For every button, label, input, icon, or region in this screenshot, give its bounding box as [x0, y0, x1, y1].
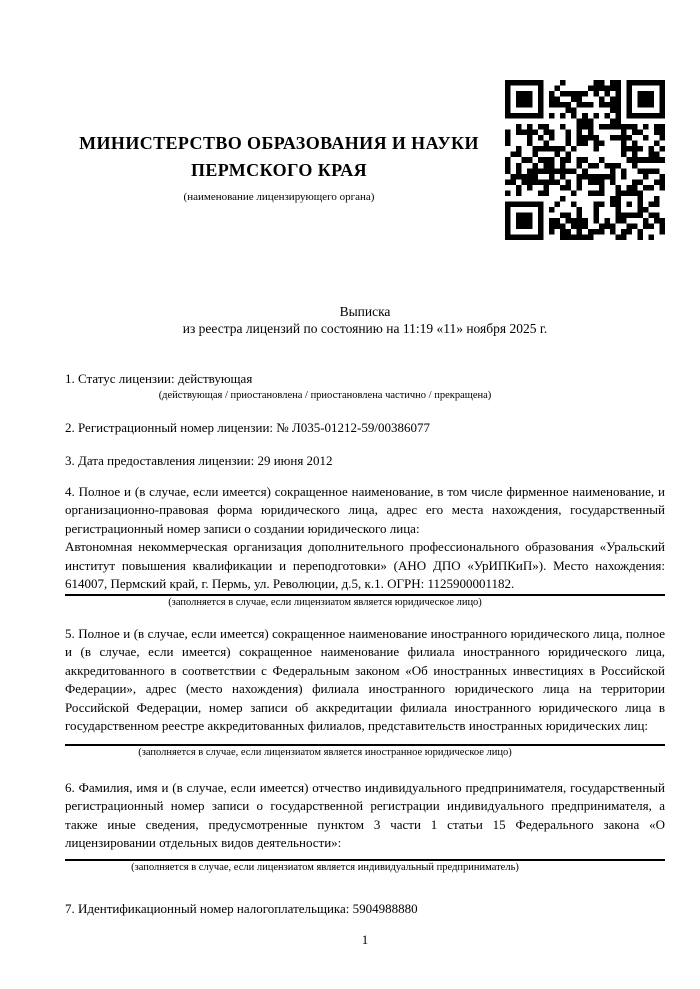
license-grant-date: 3. Дата предоставления лицензии: 29 июня 2012 [65, 453, 333, 468]
document-title-block [65, 303, 665, 337]
ministry-name-line1: МИНИСТЕРСТВО ОБРАЗОВАНИЯ И НАУКИ [79, 133, 479, 153]
legal-entity-heading: 4. Полное и (в случае, если имеется) сокращенное наименование, в том числе фирменное наименование, и организационно-правовая форма юридического лица, адрес его места нахождения, государственный регистрационный номер записи о создании юридического лица: [65, 483, 665, 536]
licensing-authority-note: (наименование лицензирующего органа) [183, 191, 375, 203]
ministry-name-line2: ПЕРМСКОГО КРАЯ [190, 160, 368, 180]
legal-entity-note: (заполняется в случае, если лицензиатом является юридическое лицо) [168, 596, 482, 608]
licensing-authority [65, 80, 505, 204]
taxpayer-number: 7. Идентификационный номер налогоплательщика: 5904988880 [65, 900, 418, 916]
document-subtitle: из реестра лицензий по состоянию на 11:19 «11» ноября 2025 г. [182, 321, 548, 336]
document-title: Выписка [339, 304, 391, 319]
document-header [65, 0, 665, 240]
entrepreneur-note: (заполняется в случае, если лицензиатом является индивидуальный предприниматель) [131, 861, 519, 873]
foreign-entity-heading: 5. Полное и (в случае, если имеется) сокращенное наименование иностранного юридического лица, полное и (в случае, если имеется) сокращенное наименование филиала иностранного юридического лица, аккредитованного в соответствии с Федеральным законом «Об иностранных инвестициях в Российской Федерации», адрес (место нахождения) филиала иностранного юридического лица на территории Российской Федерации, номер записи об аккредитации филиала иностранного юридического лица в государственном реестре аккредитованных филиалов, представительств иностранных юридических лиц: [65, 625, 665, 733]
license-status: 1. Статус лицензии: действующая [65, 371, 253, 386]
entrepreneur-heading: 6. Фамилия, имя и (в случае, если имеется) отчество индивидуального предпринимателя, государственный регистрационный номер записи о государственной регистрации индивидуального предпринимателя, а также иные сведения, предусмотренные пунктом 3 части 1 статьи 15 Федерального закона «О лицензировании отдельных видов деятельности»: [65, 779, 665, 850]
license-status-note: (действующая / приостановлена / приостановлена частично / прекращена) [158, 389, 492, 401]
page-number: 1 [361, 932, 369, 947]
foreign-entity-note: (заполняется в случае, если лицензиатом является иностранное юридическое лицо) [138, 746, 512, 758]
qr-code [505, 80, 665, 240]
legal-entity-value: Автономная некоммерческая организация дополнительного профессионального образования «Уральский институт повышения квалификации и переподготовки» (АНО ДПО «УрИПКиП»). Место нахождения: 614007, Пермский край, г. Пермь, ул. Революции, д.5, к.1. ОГРН: 1125900001182. [65, 539, 665, 591]
license-registration-number: 2. Регистрационный номер лицензии: № Л035-01212-59/00386077 [65, 419, 431, 435]
